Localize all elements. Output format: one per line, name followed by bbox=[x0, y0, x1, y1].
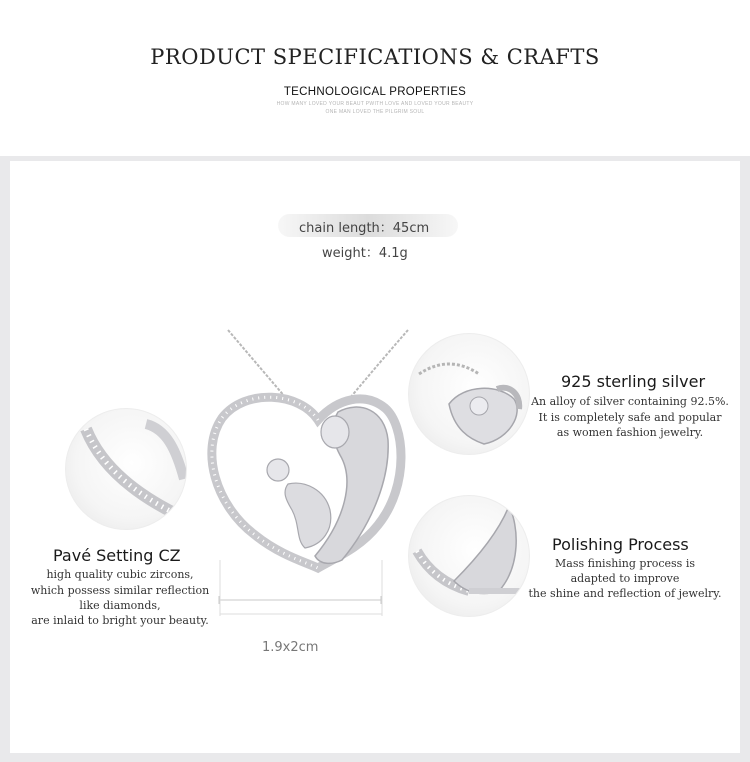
silver-feature-line: It is completely safe and popular bbox=[538, 411, 722, 424]
polish-feature-line: adapted to improve bbox=[570, 572, 680, 585]
page-title: PRODUCT SPECIFICATIONS & CRAFTS bbox=[150, 45, 600, 69]
silver-detail-image bbox=[408, 333, 530, 455]
polish-feature-line: Mass finishing process is bbox=[555, 557, 695, 570]
polish-detail-image bbox=[408, 495, 530, 617]
chain-length-text: chain length：45cm bbox=[299, 221, 430, 236]
pave-detail-image bbox=[65, 408, 187, 530]
polish-feature-title: Polishing Process bbox=[552, 535, 689, 554]
child-body bbox=[285, 483, 331, 548]
pave-feature-title: Pavé Setting CZ bbox=[53, 546, 181, 565]
pave-feature-line: which possess similar reflection bbox=[30, 584, 210, 597]
chain-right bbox=[350, 330, 408, 398]
tagline-line-2: ONE MAN LOVED THE PILGRIM SOUL bbox=[325, 109, 425, 115]
size-label: 1.9x2cm bbox=[262, 640, 319, 655]
pave-feature-line: high quality cubic zircons, bbox=[46, 568, 194, 581]
pave-feature-line: are inlaid to bright your beauty. bbox=[31, 614, 209, 627]
silver-feature-title: 925 sterling silver bbox=[561, 372, 706, 391]
polish-feature-line: the shine and reflection of jewelry. bbox=[528, 587, 722, 600]
silver-feature-line: as women fashion jewelry. bbox=[556, 426, 704, 439]
weight-text: weight：4.1g bbox=[322, 246, 408, 261]
mother-head bbox=[321, 416, 349, 448]
tagline-line-1: HOW MANY LOVED YOUR BEAUT PWITH LOVE AND LOVED YOUR BEAUTY bbox=[276, 101, 474, 107]
page-subtitle: TECHNOLOGICAL PROPERTIES bbox=[283, 86, 467, 98]
pave-feature-line: like diamonds, bbox=[79, 599, 161, 612]
child-head bbox=[267, 459, 289, 481]
silver-feature-line: An alloy of silver containing 92.5%. bbox=[531, 395, 729, 408]
